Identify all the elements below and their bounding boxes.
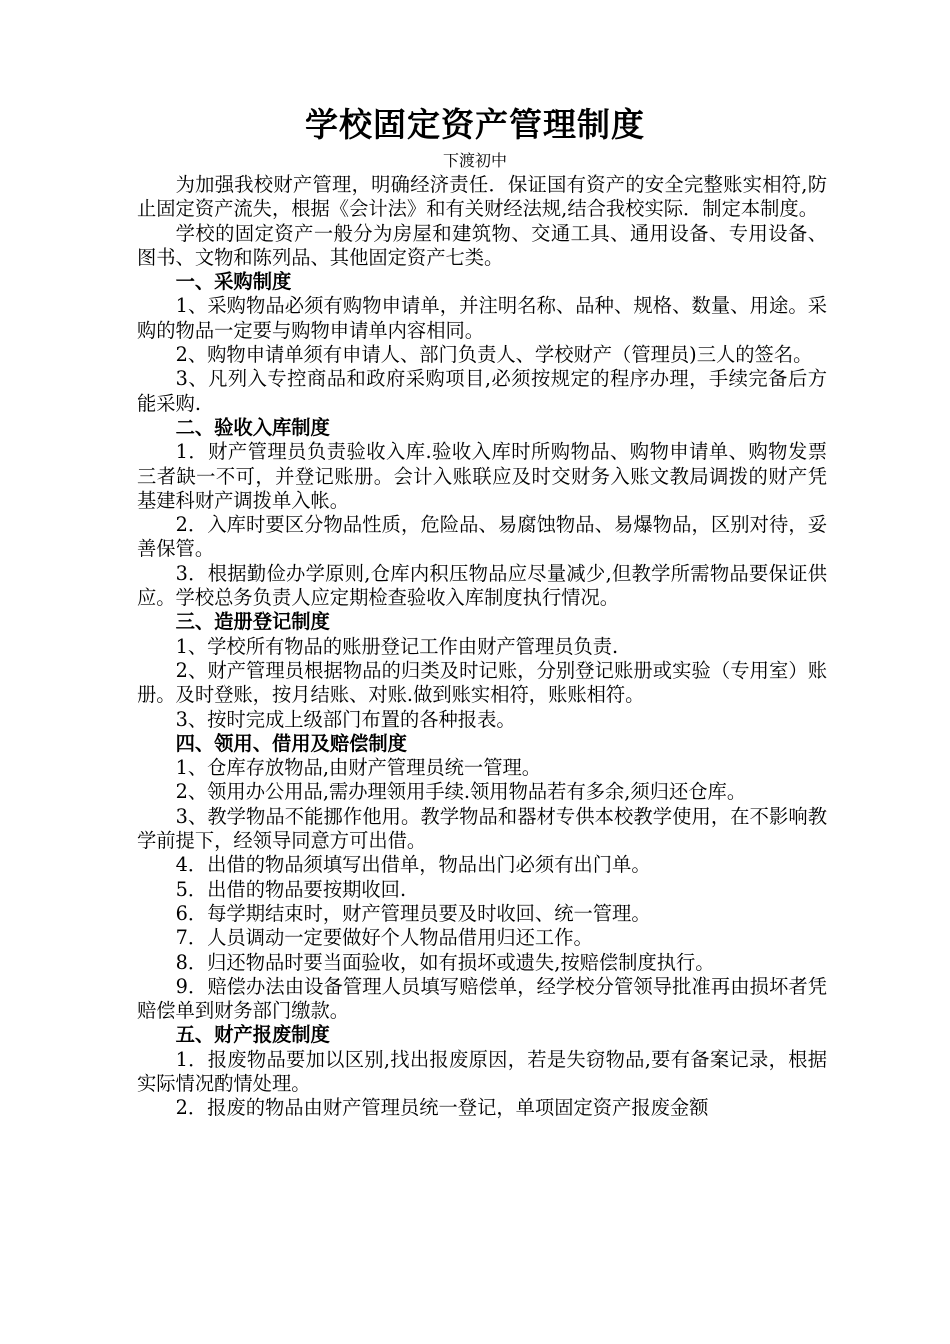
paragraph: 1、学校所有物品的账册登记工作由财产管理员负责. — [175, 634, 619, 658]
paragraph: 9．赔偿办法由设备管理人员填写赔偿单，经学校分管领导批准再由损坏者凭赔偿单到财务部门缴款。 — [137, 974, 827, 1023]
paragraph: 2．报废的物品由财产管理员统一登记，单项固定资产报废金额 — [175, 1096, 709, 1120]
paragraph: 8．归还物品时要当面验收，如有损坏或遗失,按赔偿制度执行。 — [175, 950, 715, 974]
paragraph: 2、财产管理员根据物品的归类及时记账，分别登记账册或实验（专用室）账册。及时登账，按月结账、对账.做到账实相符，账账相符。 — [137, 658, 827, 707]
paragraph: 3、凡列入专控商品和政府采购项目,必须按规定的程序办理，手续完备后方能采购. — [137, 367, 827, 415]
paragraph: 1、仓库存放物品,由财产管理员统一管理。 — [175, 756, 542, 780]
paragraph: 为加强我校财产管理，明确经济责任．保证国有资产的安全完整账实相符,防止固定资产流失，根据《会计法》和有关财经法规,结合我校实际．制定本制度。 — [137, 173, 827, 221]
paragraph: 2、购物申请单须有申请人、部门负责人、学校财产（管理员)三人的签名。 — [175, 343, 813, 367]
paragraph: 5．出借的物品要按期收回. — [175, 877, 407, 901]
document-title: 学校固定资产管理制度 — [305, 105, 645, 144]
paragraph: 4．出借的物品须填写出借单，物品出门必须有出门单。 — [175, 853, 651, 877]
document-subtitle: 下渡初中 — [442, 151, 507, 170]
paragraph: 3、按时完成上级部门布置的各种报表。 — [175, 707, 516, 731]
paragraph: 2、领用办公用品,需办理领用手续.领用物品若有多余,须归还仓库。 — [175, 780, 747, 804]
paragraph: 1．报废物品要加以区别,找出报废原因，若是失窃物品,要有备案记录，根据实际情况酌情处理。 — [137, 1047, 827, 1095]
section-heading: 四、领用、借用及赔偿制度 — [175, 731, 407, 755]
paragraph: 2．入库时要区分物品性质，危险品、易腐蚀物品、易爆物品，区别对待，妥善保管。 — [137, 513, 827, 561]
document-body — [137, 173, 827, 1121]
section-heading: 一、采购制度 — [175, 270, 292, 294]
section-heading: 二、验收入库制度 — [175, 415, 330, 439]
paragraph: 6．每学期结束时，财产管理员要及时收回、统一管理。 — [175, 901, 651, 925]
paragraph: 7．人员调动一定要做好个人物品借用归还工作。 — [175, 926, 593, 950]
paragraph: 3、教学物品不能挪作他用。教学物品和器材专供本校教学使用，在不影响教学前提下，经领导同意方可出借。 — [137, 804, 827, 853]
paragraph: 3．根据勤俭办学原则,仓库内积压物品应尽量减少,但教学所需物品要保证供应。学校总务负责人应定期检查验收入库制度执行情况。 — [137, 561, 827, 610]
section-heading: 五、财产报废制度 — [175, 1023, 330, 1047]
paragraph: 学校的固定资产一般分为房屋和建筑物、交通工具、通用设备、专用设备、图书、文物和陈列品、其他固定资产七类。 — [137, 221, 827, 269]
section-heading: 三、造册登记制度 — [175, 610, 330, 634]
paragraph: 1、采购物品必须有购物申请单，并注明名称、品种、规格、数量、用途。采购的物品一定要与购物申请单内容相同。 — [137, 294, 827, 342]
paragraph: 1．财产管理员负责验收入库.验收入库时所购物品、购物申请单、购物发票三者缺一不可，并登记账册。会计入账联应及时交财务入账文教局调拨的财产凭基建科财产调拨单入帐。 — [137, 440, 827, 512]
